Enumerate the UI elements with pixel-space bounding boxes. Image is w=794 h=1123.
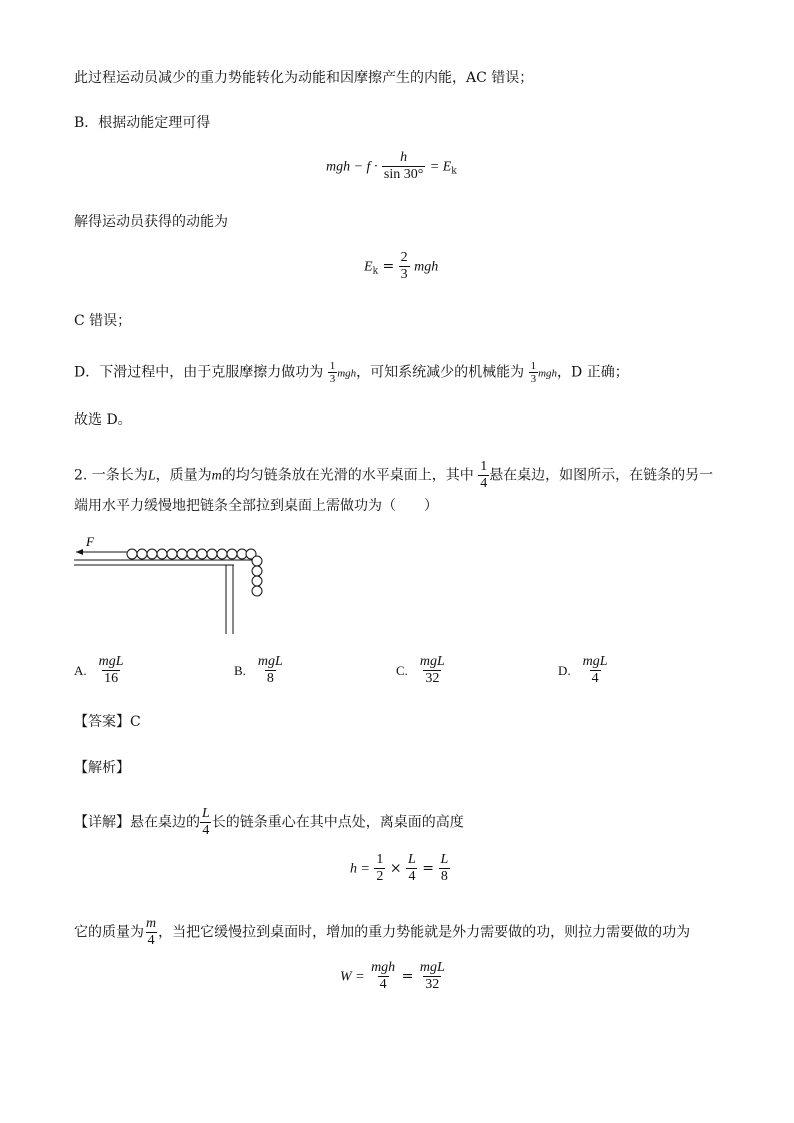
question-2-line-2: 端用水平力缓慢地把链条全部拉到桌面上需做功为（ ） [74, 498, 438, 514]
force-arrowhead [76, 549, 83, 555]
text-line-1: 此过程运动员减少的重力势能转化为动能和因摩擦产生的内能，AC 错误； [74, 70, 534, 86]
option-d[interactable]: D. $\frac{\text{mgL}}{4}$ [558, 654, 608, 686]
option-b[interactable]: B. $\frac{\text{mgL}}{8}$ [234, 654, 283, 686]
detail-line-1: 【详解】悬在桌边的 $\frac{L}{4}$ 长的链条重心在其中点处，离桌面的高度 [74, 806, 464, 838]
option-a[interactable]: A. $\frac{\text{mgL}}{16}$ [74, 654, 124, 686]
text-line-5: D．下滑过程中，由于克服摩擦力做功为 $\frac{1}{3}$ mgh，可知系统减少的机械能为 $\frac{1}{3}$ mgh，D 正确； [74, 360, 629, 385]
equation-kinetic-energy: $E_k$ = $\frac{2}{3}$ mgh [364, 250, 439, 282]
equation-work: W = $\frac{\text{mgh}}{4}$ = $\frac{\text{mgL}}{32}$ [340, 960, 445, 992]
option-c[interactable]: C. $\frac{\text{mgL}}{32}$ [396, 654, 445, 686]
text-line-4: C 错误； [74, 313, 132, 329]
equation-height: h = $\frac{1}{2}$ × $\frac{L}{4}$ = $\frac{L}{8}$ [350, 852, 449, 884]
analysis-heading: 【解析】 [74, 760, 130, 776]
text-line-6: 故选 D。 [74, 412, 132, 428]
chain-links-horizontal [127, 549, 256, 559]
question-2-line-1: 2. 一条长为L，质量为m的均匀链条放在光滑的水平桌面上，其中 $\frac{1}{4}$ 悬在桌边，如图所示，在链条的另一 [74, 459, 714, 491]
chain-links-hanging [252, 556, 262, 596]
chain-table-figure [70, 530, 270, 640]
answer-line: 【答案】C [74, 714, 141, 730]
equation-energy-theorem: mgh − f · $\frac{h}{\sin 30^\circ}$ = $E_k$ [326, 150, 457, 182]
text-line-2: B．根据动能定理可得 [74, 115, 211, 131]
detail-line-2: 它的质量为 $\frac{m}{4}$ ，当把它缓慢拉到桌面时，增加的重力势能就是外力需要做的功，则拉力需要做的功为 [74, 916, 691, 948]
force-label: F [86, 534, 94, 549]
text-line-3: 解得运动员获得的动能为 [74, 214, 228, 230]
